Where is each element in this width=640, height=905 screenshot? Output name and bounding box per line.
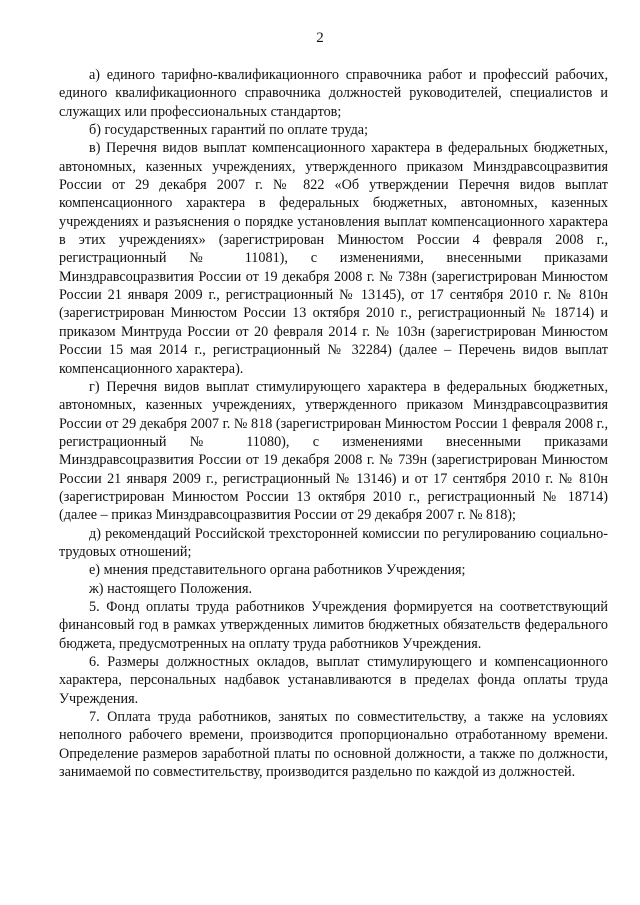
paragraph-e: е) мнения представительного органа работников Учреждения;	[89, 562, 466, 579]
paragraph-g: г) Перечня видов выплат стимулирующего характера в федеральных бюджетных, автономных, казенных учреждениях, утвержденного приказом Минздравсоцразвития России от 29 декабря 2007 г. № 818 (зарегистрирован Минюстом России 1 февраля 2008 г., регистрационный № 11080), с изменениями внесенными приказами Минздравсоцразвития России от 19 декабря 2008 г. № 739н (зарегистрирован Минюстом России 21 января 2009 г., регистрационный № 13146) и от 17 сентября 2010 г. № 810н (зарегистрирован Минюстом России 13 октября 2010 г., регистрационный № 18714) (далее – приказ Минздравсоцразвития России от 29 декабря 2007 г. № 818);	[59, 378, 608, 524]
paragraph-5: 5. Фонд оплаты труда работников Учреждения формируется на соответствующий финансовый год в рамках утвержденных лимитов бюджетных обязательств федерального бюджета, предусмотренных на оплату труда работников Учреждения.	[59, 598, 608, 652]
paragraph-b: б) государственных гарантий по оплате труда;	[89, 122, 369, 139]
page-number: 2	[316, 30, 324, 46]
paragraph-7: 7. Оплата труда работников, занятых по совместительству, а также на условиях неполного рабочего времени, производится пропорционально отработанному времени. Определение размеров заработной платы по основной должности, а также по должности, занимаемой по совместительству, производится раздельно по каждой из должностей.	[59, 709, 608, 781]
paragraph-zh: ж) настоящего Положения.	[89, 580, 253, 597]
document-body	[59, 66, 608, 781]
paragraph-6: 6. Размеры должностных окладов, выплат стимулирующего и компенсационного характера, персональных надбавок устанавливаются в пределах фонда оплаты труда Учреждения.	[59, 654, 608, 707]
paragraph-v: в) Перечня видов выплат компенсационного характера в федеральных бюджетных, автономных, казенных учреждениях, утвержденного приказом Минздравсоцразвития России от 29 декабря 2007 г. № 822 «Об утверждении Перечня видов выплат компенсационного характера в федеральных бюджетных, автономных, казенных учреждениях и разъяснения о порядке установления выплат компенсационного характера в этих учреждениях» (зарегистрирован Минюстом России 4 февраля 2008 г., регистрационный № 11081), с изменениями, внесенными приказами Минздравсоцразвития России от 19 декабря 2008 г. № 738н (зарегистрирован Минюстом России 21 января 2009 г., регистрационный № 13145), от 17 сентября 2010 г. № 810н (зарегистрирован Минюстом России 13 октября 2010 г., регистрационный № 18714) и приказом Минтруда России от 20 февраля 2014 г. № 103н (зарегистрирован Минюстом России 15 мая 2014 г., регистрационный № 32284) (далее – Перечень видов выплат компенсационного характера).	[59, 140, 608, 377]
paragraph-a: а) единого тарифно-квалификационного справочника работ и профессий рабочих, единого квалификационного справочника должностей руководителей, специалистов и служащих или профессиональных стандартов;	[59, 67, 608, 120]
paragraph-d: д) рекомендаций Российской трехсторонней комиссии по регулированию социально-трудовых отношений;	[59, 525, 608, 560]
